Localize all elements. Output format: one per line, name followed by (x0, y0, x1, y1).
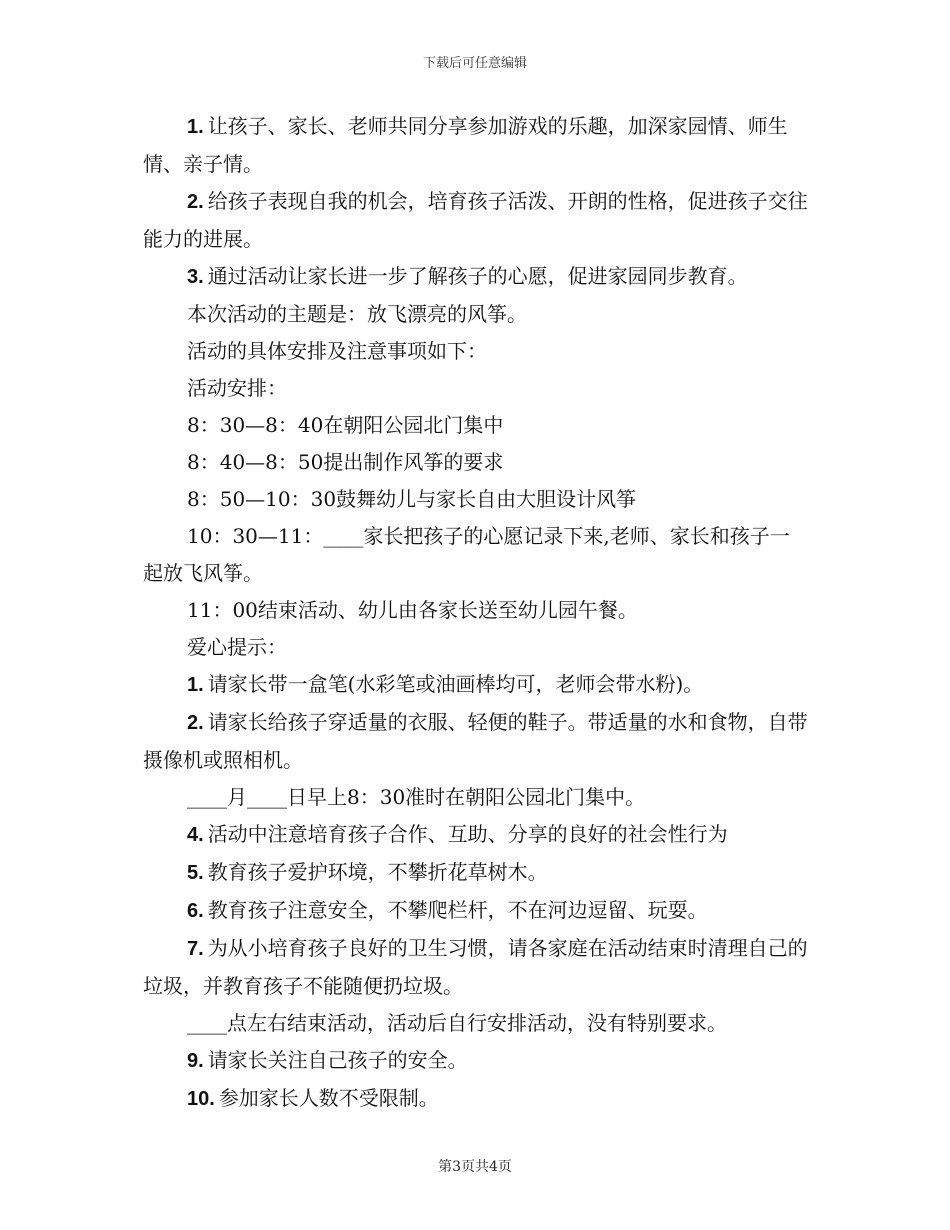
item-number: 1. (187, 116, 204, 138)
paragraph-text: 请家长给孩子穿适量的衣服、轻便的鞋子。带适量的水和食物，自带摄像机或照相机。 (143, 710, 808, 772)
paragraph (143, 816, 808, 854)
item-number: 3. (187, 266, 204, 288)
paragraph (143, 370, 808, 407)
paragraph-text: 给孩子表现自我的机会，培育孩子活泼、开朗的性格，促进孩子交往能力的进展。 (143, 189, 808, 251)
paragraph-text: 教育孩子注意安全，不攀爬栏杆，不在河边逗留、玩耍。 (207, 898, 708, 922)
paragraph (143, 108, 808, 183)
paragraph-text: 通过活动让家长进一步了解孩子的心愿，促进家园同步教育。 (207, 264, 748, 288)
paragraph-text: 8：50—10：30鼓舞幼儿与家长自由大胆设计风筝 (187, 487, 637, 511)
paragraph-text: 请家长带一盒笔(水彩笔或油画棒均可，老师会带水粉)。 (207, 672, 704, 696)
item-number: 6. (187, 900, 204, 922)
paragraph-text: 8：40—8：50提出制作风筝的要求 (187, 450, 504, 474)
paragraph-text: 爱心提示： (187, 635, 287, 659)
paragraph (143, 444, 808, 481)
paragraph (143, 183, 808, 258)
paragraph-text: 教育孩子爱护环境，不攀折花草树木。 (207, 860, 548, 884)
item-number: 2. (187, 712, 204, 734)
paragraph (143, 930, 808, 1005)
item-number: 1. (187, 674, 204, 696)
item-number: 2. (187, 191, 204, 213)
paragraph (143, 1005, 808, 1042)
paragraph-text: 活动中注意培育孩子合作、互助、分享的良好的社会性行为 (207, 822, 728, 846)
paragraph (143, 592, 808, 629)
paragraph-text: 11：00结束活动、幼儿由各家长送至幼儿园午餐。 (187, 598, 638, 622)
paragraph-text: 活动安排： (187, 376, 287, 400)
paragraph (143, 892, 808, 930)
paragraph (143, 704, 808, 779)
paragraph (143, 258, 808, 296)
paragraph-text: 参加家长人数不受限制。 (218, 1086, 439, 1110)
paragraph-text: 10：30—11：____家长把孩子的心愿记录下来,老师、家长和孩子一起放飞风筝。 (143, 524, 790, 585)
paragraph (143, 518, 808, 592)
item-number: 5. (187, 862, 204, 884)
document-body (143, 108, 808, 1118)
paragraph (143, 1042, 808, 1080)
paragraph-text: 为从小培育孩子良好的卫生习惯，请各家庭在活动结束时清理自己的垃圾，并教育孩子不能随便扔垃圾。 (143, 936, 808, 998)
paragraph (143, 481, 808, 518)
paragraph (143, 333, 808, 370)
paragraph (143, 666, 808, 704)
paragraph-text: 请家长关注自己孩子的安全。 (207, 1048, 468, 1072)
paragraph (143, 407, 808, 444)
paragraph (143, 779, 808, 816)
paragraph-text: 让孩子、家长、老师共同分享参加游戏的乐趣，加深家园情、师生情、亲子情。 (143, 114, 788, 176)
paragraph (143, 1080, 808, 1118)
paragraph-text: ____月____日早上8：30准时在朝阳公园北门集中。 (187, 785, 646, 809)
page-header: 下载后可任意编辑 (422, 56, 527, 71)
paragraph (143, 629, 808, 666)
page-footer: 第3页共4页 (438, 1159, 512, 1175)
item-number: 7. (187, 938, 204, 960)
item-number: 9. (187, 1050, 204, 1072)
paragraph-text: 本次活动的主题是：放飞漂亮的风筝。 (187, 302, 527, 326)
paragraph-text: ____点左右结束活动，活动后自行安排活动，没有特别要求。 (187, 1011, 727, 1035)
item-number: 10. (187, 1088, 215, 1110)
paragraph-text: 活动的具体安排及注意事项如下： (187, 339, 487, 363)
item-number: 4. (187, 824, 204, 846)
paragraph (143, 854, 808, 892)
paragraph (143, 296, 808, 333)
paragraph-text: 8：30—8：40在朝阳公园北门集中 (187, 413, 504, 437)
